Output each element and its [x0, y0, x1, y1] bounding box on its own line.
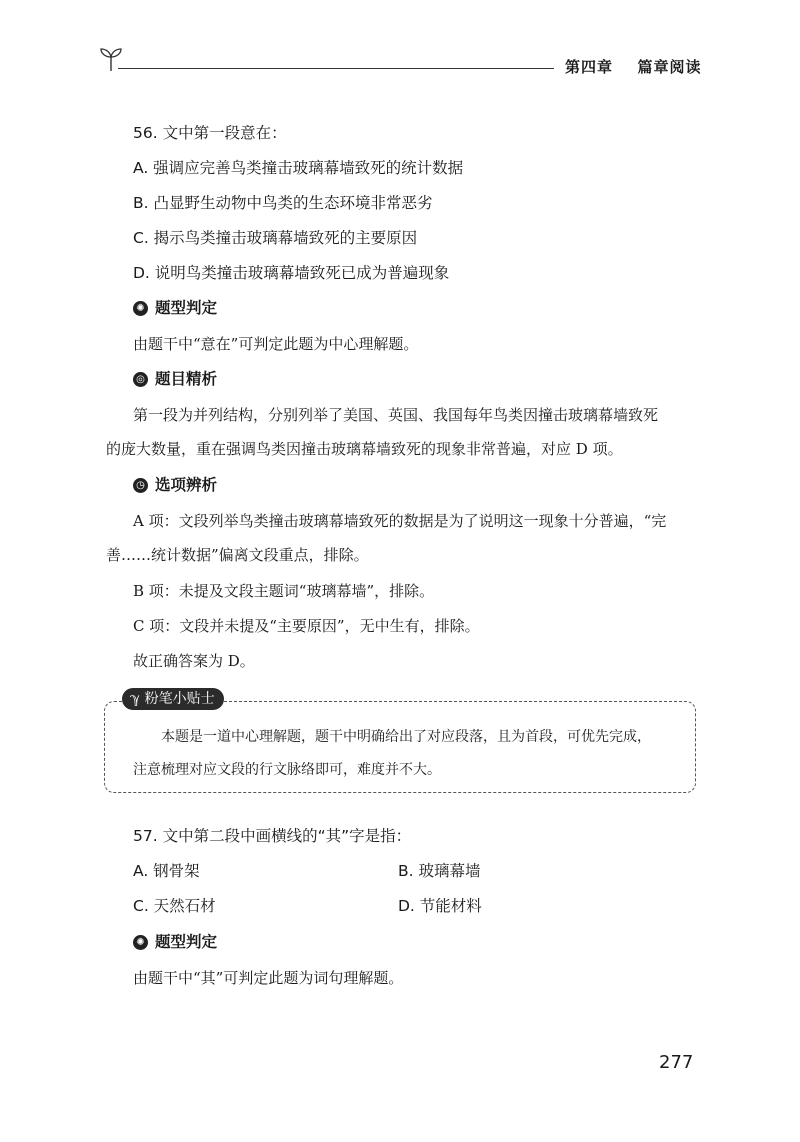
- gear-icon: ✺: [133, 301, 148, 316]
- q57-option-b: B. 玻璃幕墙: [398, 862, 481, 880]
- clock-icon: ◷: [133, 478, 148, 493]
- q57-option-a: A. 钢骨架: [133, 862, 200, 880]
- q56-stem: 56. 文中第一段意在：: [133, 124, 287, 142]
- q56-analysis-a-1: A 项：文段列举鸟类撞击玻璃幕墙致死的数据是为了说明这一现象十分普遍，“完: [133, 512, 667, 530]
- q56-type-heading-label: 题型判定: [155, 299, 218, 317]
- q57-type-heading: [133, 932, 217, 952]
- q57-stem: 57. 文中第二段中画横线的“其”字是指：: [133, 827, 412, 845]
- q56-option-a: A. 强调应完善鸟类撞击玻璃幕墙致死的统计数据: [133, 159, 464, 177]
- gear-icon: ✺: [133, 935, 148, 950]
- q56-type-text: 由题干中“意在”可判定此题为中心理解题。: [133, 335, 419, 353]
- header-rule: [118, 68, 554, 69]
- q56-analysis-heading: [133, 369, 217, 389]
- q56-analysis-a-2: 善……统计数据”偏离文段重点，排除。: [106, 546, 369, 564]
- tip-line-1: 本题是一道中心理解题，题干中明确给出了对应段落，且为首段，可优先完成，: [161, 729, 651, 745]
- header-chapter: 第四章: [565, 58, 614, 76]
- header-section: 篇章阅读: [637, 58, 702, 76]
- q57-option-d: D. 节能材料: [398, 897, 482, 915]
- tip-line-2: 注意梳理对应文段的行文脉络即可，难度并不大。: [133, 762, 441, 778]
- q56-analysis-b: B 项：未提及文段主题词“玻璃幕墙”，排除。: [133, 582, 435, 600]
- header-title: [565, 56, 702, 77]
- q56-options-heading-label: 选项辨析: [155, 476, 218, 494]
- q56-option-c: C. 揭示鸟类撞击玻璃幕墙致死的主要原因: [133, 229, 418, 247]
- q57-option-c: C. 天然石材: [133, 897, 216, 915]
- q56-answer: 故正确答案为 D。: [133, 652, 255, 670]
- q56-option-d: D. 说明鸟类撞击玻璃幕墙致死已成为普遍现象: [133, 264, 450, 282]
- target-icon: ◎: [133, 372, 148, 387]
- q56-analysis-heading-label: 题目精析: [155, 370, 218, 388]
- q56-analysis-line-2: 的庞大数量，重在强调鸟类因撞击玻璃幕墙致死的现象非常普遍，对应 D 项。: [106, 440, 623, 458]
- q56-type-heading: [133, 298, 217, 318]
- sprout-icon: ℽ: [130, 691, 141, 707]
- q56-option-b: B. 凸显野生动物中鸟类的生态环境非常恶劣: [133, 194, 433, 212]
- q56-analysis-line-1: 第一段为并列结构，分别列举了美国、英国、我国每年鸟类因撞击玻璃幕墙致死: [133, 406, 659, 424]
- q56-options-heading: [133, 475, 217, 495]
- q56-analysis-c: C 项：文段并未提及“主要原因”，无中生有，排除。: [133, 617, 480, 635]
- page-number: 277: [659, 1052, 694, 1073]
- tip-label: [122, 688, 224, 710]
- tip-label-text: 粉笔小贴士: [144, 691, 215, 707]
- q57-type-heading-label: 题型判定: [155, 933, 218, 951]
- q57-type-text: 由题干中“其”可判定此题为词句理解题。: [133, 969, 404, 987]
